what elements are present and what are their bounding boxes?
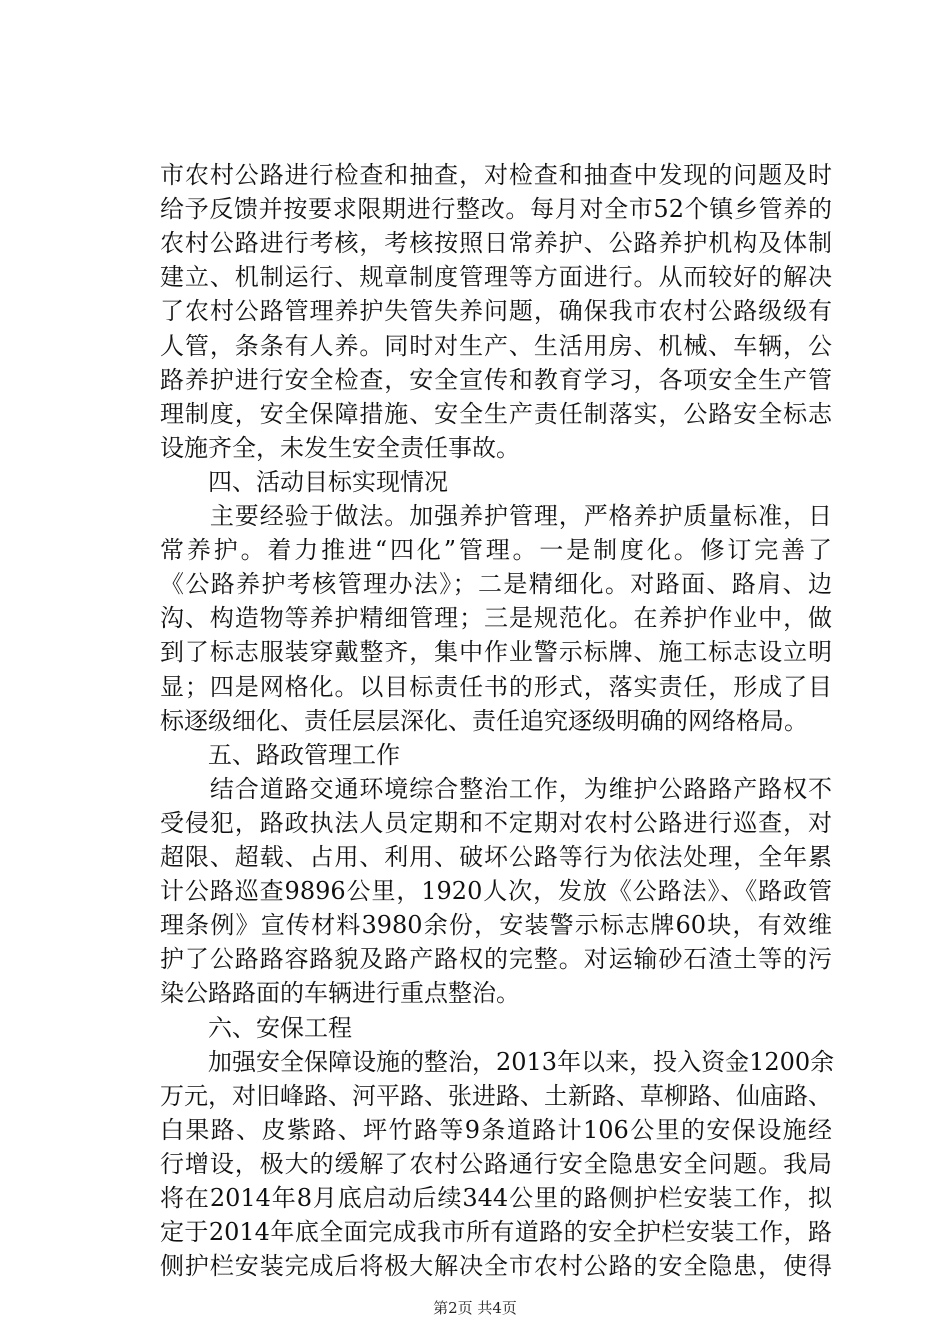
- text-line: 护了公路路容路貌及路产路权的完整。对运输砂石渣土等的污: [160, 945, 832, 974]
- text-line: 结合道路交通环境综合整治工作，为维护公路路产路权不: [160, 774, 832, 803]
- text-line: 建立、机制运行、规章制度管理等方面进行。从而较好的解决: [160, 263, 832, 292]
- text-line: 理制度，安全保障措施、安全生产责任制落实，公路安全标志: [160, 399, 832, 428]
- text-line: 显；四是网格化。以目标责任书的形式，落实责任，形成了目: [160, 672, 832, 701]
- text-line: 《公路养护考核管理办法》；二是精细化。对路面、路肩、边: [160, 570, 832, 599]
- text-line: 设施齐全，未发生安全责任事故。: [160, 433, 520, 462]
- text-line: 路养护进行安全检查，安全宣传和教育学习，各项安全生产管: [160, 365, 832, 394]
- text-line: 侧护栏安装完成后将极大解决全市农村公路的安全隐患，使得: [160, 1252, 832, 1281]
- text-line: 人管，条条有人养。同时对生产、生活用房、机械、车辆，公: [160, 331, 832, 360]
- text-line: 超限、超载、占用、利用、破坏公路等行为依法处理，全年累: [160, 843, 832, 871]
- text-line: 计公路巡查9896公里，1920人次，发放《公路法》、《路政管: [160, 877, 832, 906]
- text-line: 了农村公路管理养护失管失养问题，确保我市农村公路级级有: [160, 297, 832, 326]
- text-line: 白果路、皮紫路、坪竹路等9条道路计106公里的安保设施经: [160, 1115, 832, 1144]
- text-line: 万元，对旧峰路、河平路、张进路、土新路、草柳路、仙庙路、: [160, 1081, 832, 1110]
- text-line: 理条例》宣传材料3980余份，安装警示标志牌60块，有效维: [160, 911, 832, 940]
- text-line: 受侵犯，路政执法人员定期和不定期对农村公路进行巡查，对: [160, 808, 832, 837]
- text-line: 标逐级细化、责任层层深化、责任追究逐级明确的网络格局。: [160, 706, 808, 735]
- text-line: 将在2014年8月底启动后续344公里的路侧护栏安装工作，拟: [160, 1184, 832, 1212]
- text-line: 给予反馈并按要求限期进行整改。每月对全市52个镇乡管养的: [160, 195, 832, 224]
- section-heading: 六、安保工程: [160, 1013, 352, 1042]
- text-line: 主要经验于做法。加强养护管理，严格养护质量标准，日: [160, 502, 832, 530]
- page-number: 第2页 共4页: [433, 1299, 517, 1317]
- text-line: 定于2014年底全面完成我市所有道路的安全护栏安装工作，路: [160, 1218, 832, 1247]
- text-line: 农村公路进行考核，考核按照日常养护、公路养护机构及体制: [160, 229, 832, 258]
- text-line: 到了标志服装穿戴整齐，集中作业警示标牌、施工标志设立明: [160, 638, 832, 667]
- section-heading: 五、路政管理工作: [160, 740, 400, 769]
- text-line: 市农村公路进行检查和抽查，对检查和抽查中发现的问题及时: [160, 161, 832, 189]
- text-line: 染公路路面的车辆进行重点整治。: [160, 979, 520, 1008]
- text-line: 加强安全保障设施的整治，2013年以来，投入资金1200余: [160, 1047, 835, 1076]
- section-heading: 四、活动目标实现情况: [160, 467, 448, 496]
- text-line: 行增设，极大的缓解了农村公路通行安全隐患安全问题。我局: [160, 1149, 832, 1178]
- text-line: 常养护。着力推进“四化”管理。一是制度化。修订完善了: [160, 536, 832, 565]
- text-line: 沟、构造物等养护精细管理；三是规范化。在养护作业中，做: [160, 604, 832, 633]
